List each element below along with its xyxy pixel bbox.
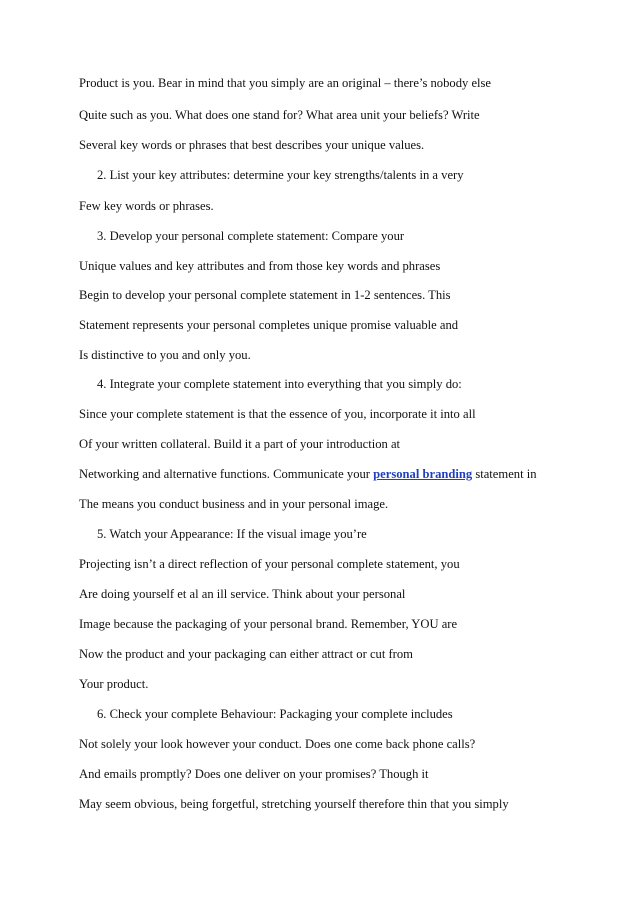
text-line: The means you conduct business and in your personal image.: [79, 497, 389, 511]
personal-branding-link[interactable]: personal branding: [373, 467, 473, 481]
list-item-3: 3. Develop your personal complete statement: Compare your: [97, 229, 405, 243]
text-line: And emails promptly? Does one deliver on your promises? Though it: [79, 767, 429, 781]
text-line-with-link: [79, 466, 537, 482]
text-line: Several key words or phrases that best describes your unique values.: [79, 138, 425, 152]
text-line: Your product.: [79, 677, 149, 691]
text-line: Begin to develop your personal complete statement in 1-2 sentences. This: [79, 288, 451, 302]
text-line: Unique values and key attributes and from those key words and phrases: [79, 259, 441, 273]
text-line: Quite such as you. What does one stand for? What area unit your beliefs? Write: [79, 108, 480, 122]
list-item-5: 5. Watch your Appearance: If the visual image you’re: [97, 527, 367, 541]
text-line: May seem obvious, being forgetful, stretching yourself therefore thin that you simply: [79, 797, 509, 811]
text-line: Now the product and your packaging can either attract or cut from: [79, 647, 413, 661]
text-line: Not solely your look however your conduct. Does one come back phone calls?: [79, 737, 476, 751]
text-line: Few key words or phrases.: [79, 199, 214, 213]
text-line: Is distinctive to you and only you.: [79, 348, 251, 362]
list-item-2: 2. List your key attributes: determine your key strengths/talents in a very: [97, 168, 464, 182]
text-segment: Networking and alternative functions. Communicate your: [79, 467, 374, 481]
text-line: Since your complete statement is that the essence of you, incorporate it into all: [79, 407, 476, 421]
text-line: Projecting isn’t a direct reflection of your personal complete statement, you: [79, 557, 460, 571]
text-segment: statement in: [472, 467, 537, 481]
text-line: Of your written collateral. Build it a part of your introduction at: [79, 437, 401, 451]
text-line: Product is you. Bear in mind that you simply are an original – there’s nobody else: [79, 76, 492, 90]
list-item-4: 4. Integrate your complete statement into everything that you simply do:: [97, 377, 462, 391]
text-line: Statement represents your personal completes unique promise valuable and: [79, 318, 459, 332]
list-item-6: 6. Check your complete Behaviour: Packaging your complete includes: [97, 707, 453, 721]
text-line: Image because the packaging of your personal brand. Remember, YOU are: [79, 617, 458, 631]
text-line: Are doing yourself et al an ill service. Think about your personal: [79, 587, 406, 601]
